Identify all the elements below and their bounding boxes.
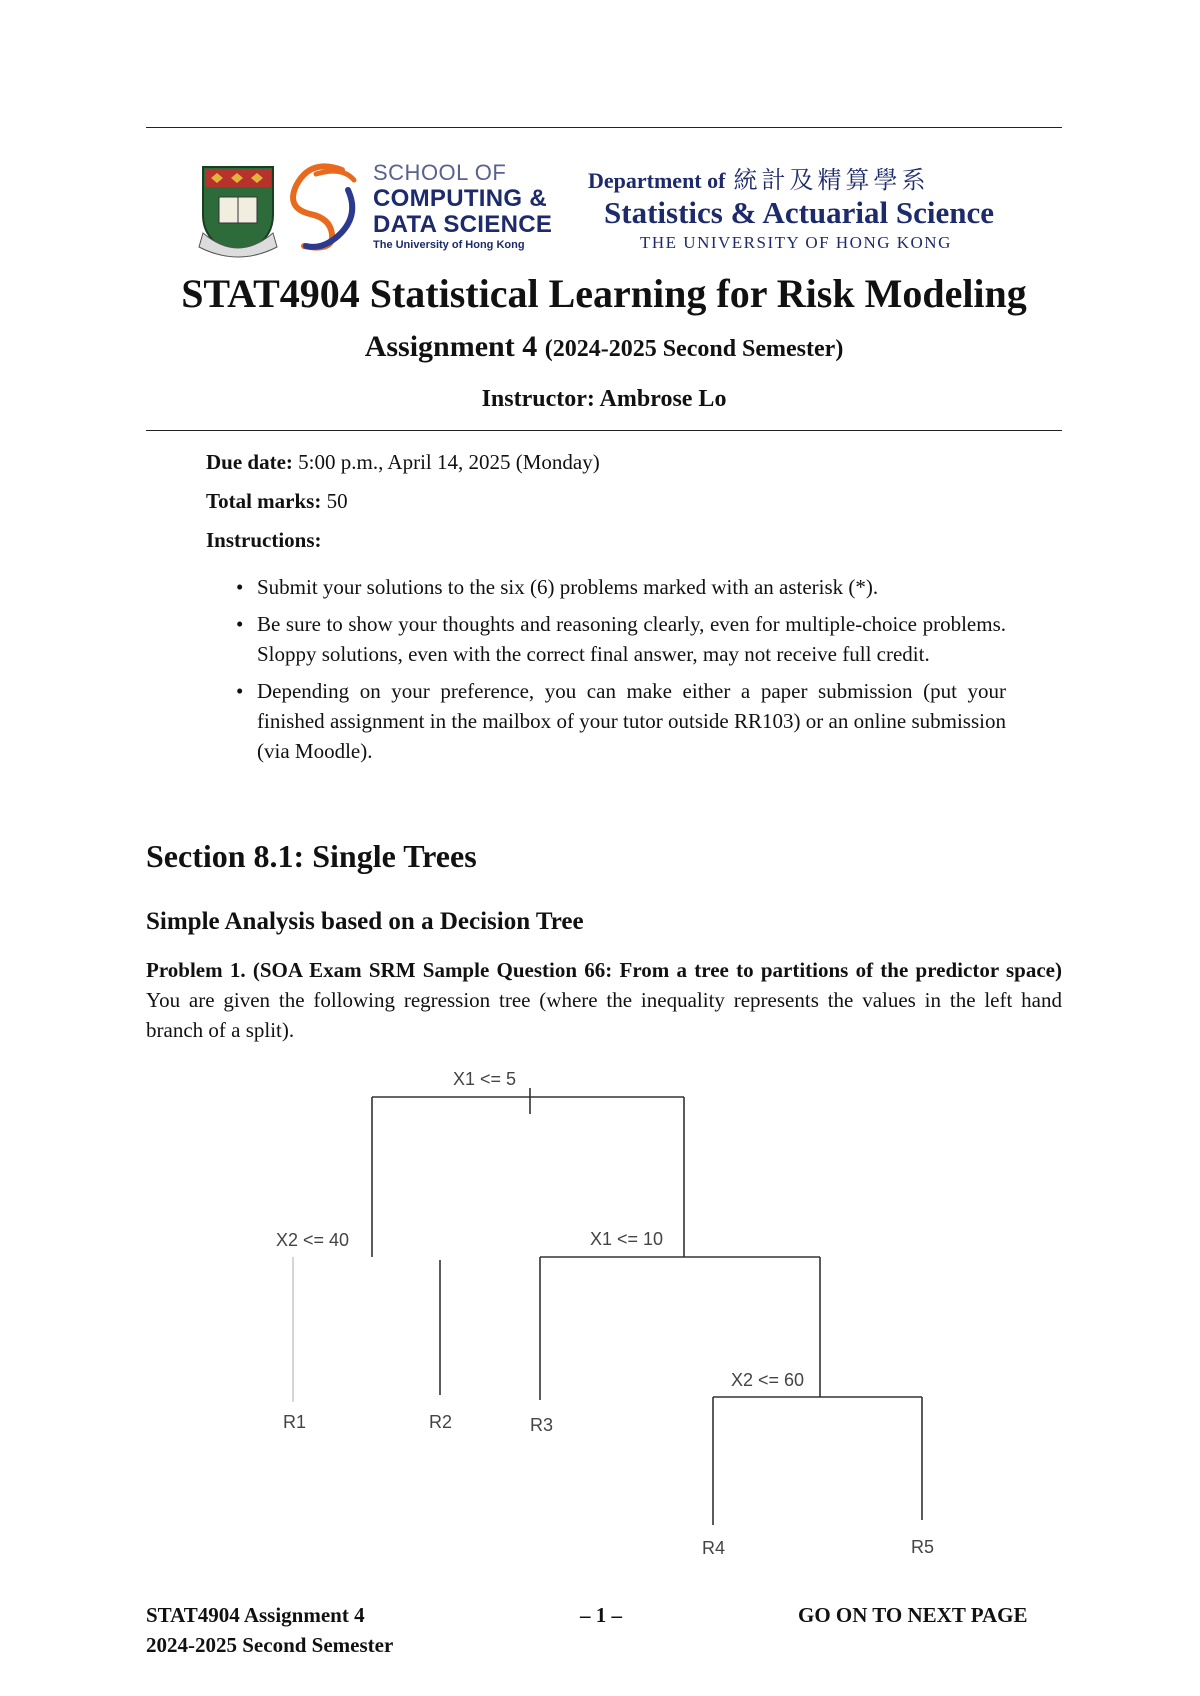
due-date-label: Due date: (206, 450, 293, 474)
dept-prefix: Department of (588, 168, 726, 193)
leaf-r4: R4 (702, 1538, 726, 1558)
assignment-name: Assignment 4 (364, 330, 538, 363)
dept-chinese: 統計及精算學系 (733, 166, 930, 194)
list-item: • Depending on your preference, you can make either a paper submission (put your finished assignment in the mailbox of your tutor outside RR103) or an online submission (via Moodle). (236, 679, 1006, 763)
leaf-r1: R1 (283, 1412, 307, 1432)
footer-semester: 2024-2025 Second Semester (146, 1633, 394, 1657)
total-marks-value: 50 (326, 489, 348, 513)
instruction-text: Depending on your preference, you can make either a paper submission (put your finished assignment in the mailbox of your tutor outside RR103) or an online submission (via Moodle). (257, 679, 1006, 763)
instructor: Instructor: Ambrose Lo (481, 386, 727, 412)
scds-line4: The University of Hong Kong (373, 239, 525, 251)
instruction-text: Submit your solutions to the six (6) problems marked with an asterisk (*). (257, 575, 879, 599)
split-label-x2-60: X2 <= 60 (731, 1370, 805, 1390)
leaf-r3: R3 (530, 1415, 554, 1435)
instructions-label: Instructions: (206, 528, 322, 552)
problem-text: You are given the following regression tree (where the inequality represents the values in the left hand branch of a split). (146, 988, 1062, 1042)
subsection-heading: Simple Analysis based on a Decision Tree (146, 908, 584, 935)
footer-course: STAT4904 Assignment 4 (146, 1603, 365, 1627)
split-label-x1-10: X1 <= 10 (590, 1229, 664, 1249)
course-title: STAT4904 Statistical Learning for Risk Modeling (181, 271, 1027, 316)
section-heading: Section 8.1: Single Trees (146, 838, 477, 874)
scds-line1: SCHOOL OF (373, 160, 507, 185)
scds-line3: DATA SCIENCE (373, 211, 553, 238)
problem-source: (SOA Exam SRM Sample Question 66: From a tree to partitions of the predictor space) (252, 958, 1062, 982)
footer-next-page: GO ON TO NEXT PAGE (798, 1603, 1028, 1627)
dept-university: THE UNIVERSITY OF HONG KONG (640, 233, 952, 252)
list-item: • Submit your solutions to the six (6) problems marked with an asterisk (*). (236, 575, 879, 599)
leaf-r5: R5 (911, 1537, 935, 1557)
list-item: • Be sure to show your thoughts and reasoning clearly, even for multiple-choice problems. Sloppy solutions, even with the correct final answer, may not receive full credit. (236, 612, 1006, 666)
dept-title: Statistics & Actuarial Science (604, 195, 995, 230)
scds-line2: COMPUTING & (373, 185, 547, 212)
tree-branches (293, 1088, 922, 1525)
leaf-r2: R2 (429, 1412, 453, 1432)
split-label-root: X1 <= 5 (453, 1069, 517, 1089)
total-marks-label: Total marks: (206, 489, 322, 513)
assignment-semester: (2024-2025 Second Semester) (544, 336, 844, 362)
due-date-value: 5:00 p.m., April 14, 2025 (Monday) (298, 450, 600, 474)
instruction-text: Be sure to show your thoughts and reasoning clearly, even for multiple-choice problems. Sloppy solutions, even with the correct final answer, may not receive full credit. (257, 612, 1006, 666)
split-label-x2-40: X2 <= 40 (276, 1230, 350, 1250)
problem-label: Problem 1. (146, 958, 246, 982)
page-number: – 1 – (580, 1603, 622, 1627)
